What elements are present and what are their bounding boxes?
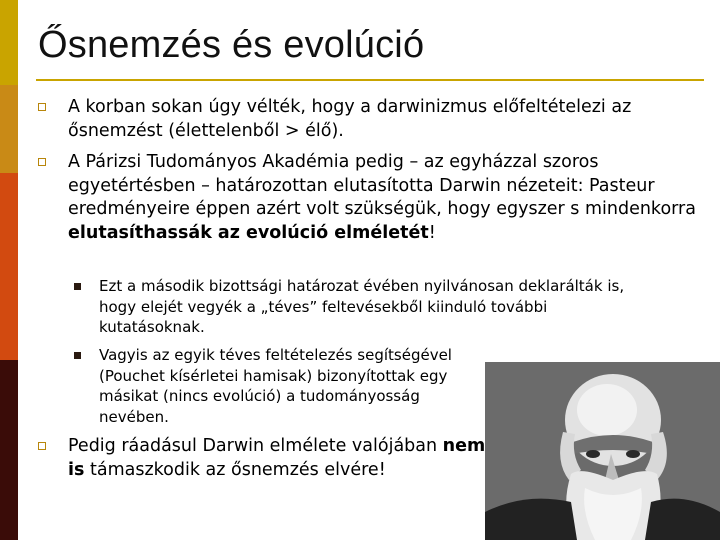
title-underline xyxy=(36,79,704,81)
sub-bullet-item xyxy=(74,276,634,338)
hollow-square-bullet-icon xyxy=(38,158,46,166)
bullet-text xyxy=(68,151,698,245)
sub-bullet-text: Ezt a második bizottsági határozat évében nyilvánosan deklarálták is, hogy elejét vegyék a „téves” feltevésekből kiinduló további kutatásoknak. xyxy=(99,277,625,336)
side-accent-bar-orange xyxy=(0,85,18,173)
filled-square-bullet-icon xyxy=(74,283,81,290)
bullet-item xyxy=(38,435,498,482)
bullet-text-part: Pedig ráadásul Darwin elmélete valójában xyxy=(68,436,443,456)
bullet-text-part: támaszkodik az ősnemzés elvére! xyxy=(84,459,386,480)
sub-bullet-text: Vagyis az egyik téves feltételezés segítségével (Pouchet kísérletei hamisak) bizonyítottak egy másikat (nincs evolúció) a tudományosság nevében. xyxy=(99,346,452,426)
portrait-photo-darwin xyxy=(485,362,720,540)
bullet-text-emphasis: nem is xyxy=(68,436,486,480)
bullet-item xyxy=(38,96,698,143)
hollow-square-bullet-icon xyxy=(38,103,46,111)
slide-title: Ősnemzés és evolúció xyxy=(38,24,425,66)
portrait-illustration xyxy=(485,362,720,540)
side-accent-bar-dark xyxy=(0,360,18,540)
bullet-text xyxy=(68,435,498,482)
bullet-text-part: A Párizsi Tudományos Akadémia pedig – az egyházzal szoros egyetértésben – határozottan elutasította Darwin nézeteit: Pasteur eredményeire éppen azért volt szükségük, hogy egyszer s mindenkorra xyxy=(68,152,696,219)
filled-square-bullet-icon xyxy=(74,352,81,359)
bullet-text-emphasis: elutasíthassák az evolúció elméletét xyxy=(68,222,429,243)
bullet-item xyxy=(38,151,698,245)
bullet-text-part: ! xyxy=(428,222,436,243)
hollow-square-bullet-icon xyxy=(38,442,46,450)
side-accent-bar-red xyxy=(0,173,18,360)
side-accent-bar-gold xyxy=(0,0,18,85)
bullet-text: A korban sokan úgy vélték, hogy a darwinizmus előfeltételezi az ősnemzést (élettelenből > élő). xyxy=(68,97,632,141)
